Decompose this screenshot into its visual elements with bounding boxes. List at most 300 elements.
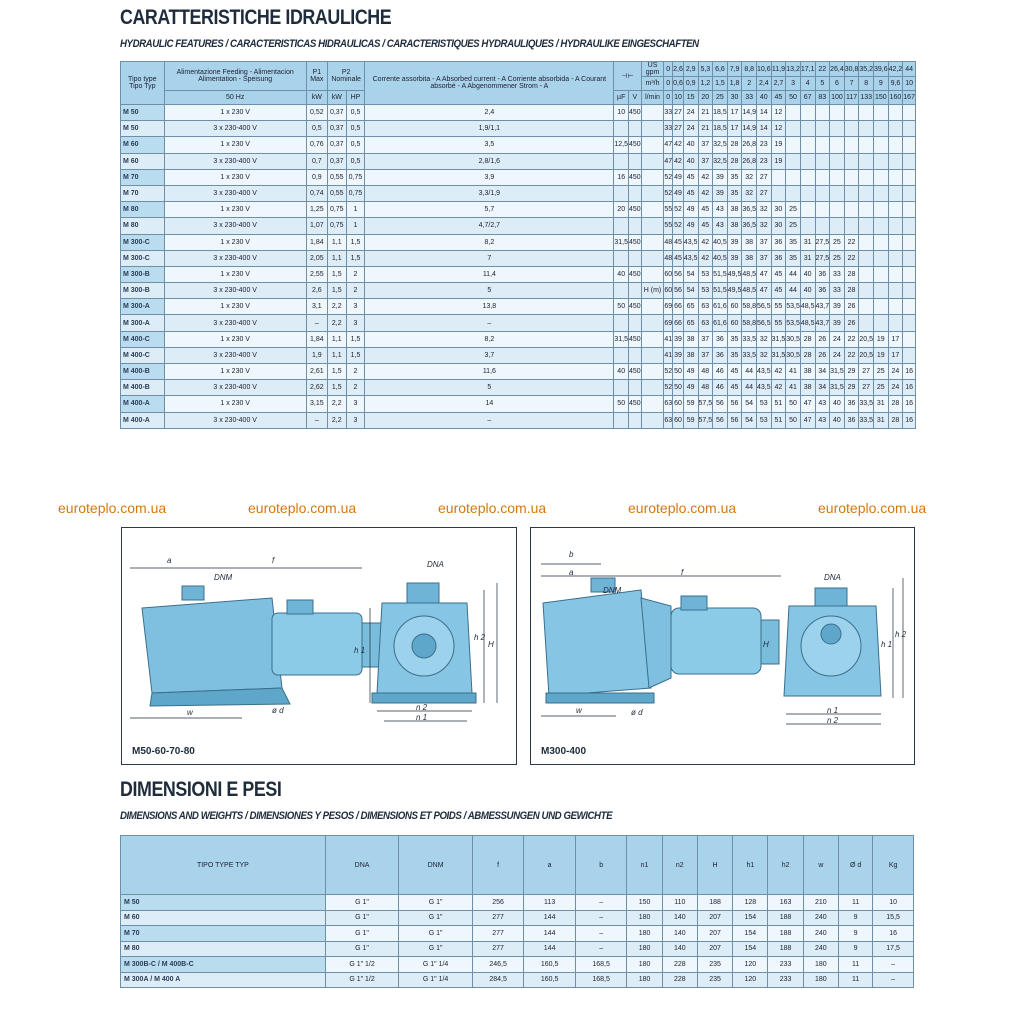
current-cell: 8,2	[365, 234, 614, 250]
head-value-cell: 12	[771, 105, 786, 121]
dim-value-cell: G 1"	[325, 926, 399, 942]
feeding-cell: 1 x 230 V	[164, 234, 306, 250]
head-value-cell	[874, 105, 889, 121]
p2-hp-cell: 1	[346, 218, 365, 234]
feeding-cell: 3 x 230-400 V	[164, 250, 306, 266]
current-cell: 14	[365, 396, 614, 412]
header-flow-gpm: 30,8	[844, 62, 859, 77]
capacitor-v-cell	[629, 121, 642, 137]
p2-hp-cell: 0,5	[346, 121, 365, 137]
p1-cell: 0,9	[306, 169, 327, 185]
p1-cell: 0,5	[306, 121, 327, 137]
head-value-cell: 39	[727, 250, 742, 266]
watermark-text: euroteplo.com.ua	[248, 500, 357, 516]
dim-value-cell: 207	[697, 926, 732, 942]
head-value-cell: 25	[830, 250, 845, 266]
capacitor-v-cell: 450	[629, 234, 642, 250]
section-subtitle-hydraulic: HYDRAULIC FEATURES / CARACTERISTICAS HIDRAULICAS / CARACTERISTIQUES HYDRAULIQUES / HYDRAULIKE EINGESCHAFTEN	[120, 38, 699, 50]
head-value-cell	[888, 266, 903, 282]
capacitor-uf-cell: 31,5	[614, 234, 629, 250]
head-value-cell	[874, 283, 889, 299]
model-type: M 70	[121, 169, 165, 185]
head-value-cell: 23	[757, 137, 772, 153]
head-value-cell: 35	[727, 185, 742, 201]
p1-cell: 1,84	[306, 331, 327, 347]
head-value-cell: 45	[771, 283, 786, 299]
head-value-cell: 28	[888, 396, 903, 412]
table-row	[121, 972, 914, 988]
capacitor-uf-cell: 16	[614, 169, 629, 185]
head-value-cell: 46	[713, 364, 728, 380]
head-value-cell: 43	[713, 218, 728, 234]
pump-drawing-small	[122, 528, 516, 764]
capacitor-v-cell	[629, 283, 642, 299]
head-value-cell: 39	[727, 234, 742, 250]
table-row	[121, 941, 914, 957]
head-label-cell	[641, 169, 664, 185]
head-value-cell: 36	[713, 331, 728, 347]
head-value-cell	[844, 218, 859, 234]
head-value-cell	[800, 105, 815, 121]
header-flow-lmin: 50	[786, 91, 801, 105]
head-value-cell: 44	[742, 364, 757, 380]
current-cell: 3,7	[365, 347, 614, 363]
head-value-cell: 27	[757, 185, 772, 201]
header-p2: P2 Nominale	[327, 62, 364, 91]
head-value-cell: 43	[815, 412, 830, 428]
head-value-cell: 43,5	[757, 364, 772, 380]
dim-value-cell: 228	[662, 972, 697, 988]
dim-value-cell: G 1"	[399, 941, 473, 957]
head-value-cell: 24	[888, 380, 903, 396]
p2-kw-cell: 1,1	[327, 347, 346, 363]
head-value-cell: 17	[888, 347, 903, 363]
header-flow-lmin: 83	[815, 91, 830, 105]
dim-value-cell: 160,5	[524, 972, 576, 988]
head-value-cell: 50	[673, 380, 684, 396]
p2-hp-cell: 3	[346, 315, 365, 331]
head-value-cell: 27	[757, 169, 772, 185]
capacitor-v-cell: 450	[629, 364, 642, 380]
head-value-cell	[830, 202, 845, 218]
dim-value-cell: G 1"	[325, 910, 399, 926]
head-value-cell: 33	[830, 283, 845, 299]
dim-value-cell: 10	[873, 895, 914, 911]
head-value-cell: 59	[683, 396, 698, 412]
head-value-cell: 30	[771, 218, 786, 234]
head-value-cell: 54	[742, 396, 757, 412]
head-value-cell: 42	[673, 153, 684, 169]
head-value-cell: 27,5	[815, 250, 830, 266]
model-type: M 300-C	[121, 250, 165, 266]
header-dim: DNM	[399, 836, 473, 895]
dim-a: a	[569, 568, 574, 577]
feeding-cell: 1 x 230 V	[164, 299, 306, 315]
head-value-cell: 20,5	[859, 331, 874, 347]
head-value-cell	[903, 283, 916, 299]
head-value-cell: 33,5	[742, 331, 757, 347]
head-value-cell	[888, 218, 903, 234]
head-value-cell: 34	[815, 380, 830, 396]
capacitor-uf-cell	[614, 185, 629, 201]
capacitor-uf-cell	[614, 380, 629, 396]
head-value-cell: 42	[698, 185, 713, 201]
feeding-cell: 1 x 230 V	[164, 137, 306, 153]
head-value-cell: 35	[727, 347, 742, 363]
feeding-cell: 1 x 230 V	[164, 364, 306, 380]
capacitor-uf-cell: 20	[614, 202, 629, 218]
dim-value-cell: 207	[697, 910, 732, 926]
table-row	[121, 396, 916, 412]
head-value-cell: 16	[903, 412, 916, 428]
head-value-cell: 54	[683, 283, 698, 299]
p1-cell: 2,62	[306, 380, 327, 396]
head-value-cell: 25	[830, 234, 845, 250]
head-value-cell	[786, 121, 801, 137]
head-value-cell: 55	[664, 218, 673, 234]
header-flow-lmin: 150	[874, 91, 889, 105]
head-value-cell: 69	[664, 299, 673, 315]
p1-cell: 3,15	[306, 396, 327, 412]
dim-value-cell: 233	[768, 957, 803, 973]
table-row	[121, 218, 916, 234]
dim-value-cell: 144	[524, 926, 576, 942]
head-value-cell: 16	[903, 380, 916, 396]
current-cell: 11,6	[365, 364, 614, 380]
head-value-cell: 30	[771, 202, 786, 218]
head-value-cell: 40,5	[713, 234, 728, 250]
head-value-cell	[874, 202, 889, 218]
header-flow-gpm: 5,3	[698, 62, 713, 77]
dim-n2: n 2	[416, 703, 428, 712]
head-value-cell	[815, 121, 830, 137]
head-label-cell	[641, 364, 664, 380]
dim-value-cell: 11	[839, 957, 873, 973]
head-value-cell: 63	[664, 396, 673, 412]
head-value-cell: 14,9	[742, 105, 757, 121]
header-flow-gpm: 26,4	[830, 62, 845, 77]
head-value-cell: 45	[727, 380, 742, 396]
head-value-cell: 19	[874, 331, 889, 347]
head-value-cell: 27,5	[815, 234, 830, 250]
head-value-cell: 26	[844, 299, 859, 315]
capacitor-v-cell: 450	[629, 169, 642, 185]
current-cell: 3,9	[365, 169, 614, 185]
dim-n1: n 1	[416, 713, 428, 722]
table-row	[121, 266, 916, 282]
head-value-cell: 40	[830, 396, 845, 412]
p1-cell: 2,6	[306, 283, 327, 299]
head-value-cell: 40	[683, 137, 698, 153]
capacitor-v-cell: 450	[629, 396, 642, 412]
head-value-cell: 33	[830, 266, 845, 282]
dim-value-cell: 110	[662, 895, 697, 911]
head-value-cell: 37	[698, 331, 713, 347]
feeding-cell: 3 x 230-400 V	[164, 218, 306, 234]
header-dim: DNA	[325, 836, 399, 895]
p2-kw-cell: 0,55	[327, 169, 346, 185]
head-value-cell: 60	[727, 315, 742, 331]
header-capacitor: ⊣⊢	[614, 62, 641, 91]
head-value-cell: 32	[742, 169, 757, 185]
p2-kw-cell: 2,2	[327, 396, 346, 412]
head-value-cell	[771, 169, 786, 185]
head-value-cell: 26	[815, 347, 830, 363]
header-flow-lmin: 167	[903, 91, 916, 105]
p2-hp-cell: 0,75	[346, 169, 365, 185]
head-value-cell: 37	[698, 153, 713, 169]
model-type: M 300-B	[121, 283, 165, 299]
table-row	[121, 153, 916, 169]
feeding-cell: 3 x 230-400 V	[164, 315, 306, 331]
header-flow-gpm: 2,9	[683, 62, 698, 77]
capacitor-v-cell	[629, 218, 642, 234]
table-row	[121, 137, 916, 153]
dim-value-cell: 113	[524, 895, 576, 911]
head-value-cell: 49	[683, 218, 698, 234]
head-value-cell: 29	[844, 364, 859, 380]
head-value-cell	[859, 299, 874, 315]
head-value-cell: 24	[683, 121, 698, 137]
table-row	[121, 234, 916, 250]
p2-hp-cell: 3	[346, 396, 365, 412]
head-value-cell: 51	[771, 396, 786, 412]
head-value-cell	[800, 202, 815, 218]
dim-dnm: DNM	[603, 586, 622, 595]
model-type: M 60	[121, 910, 326, 926]
header-flow-m3h: 1,8	[727, 77, 742, 91]
head-value-cell	[859, 169, 874, 185]
head-value-cell: 48	[664, 250, 673, 266]
current-cell: 5	[365, 380, 614, 396]
dim-value-cell: 163	[768, 895, 803, 911]
dim-value-cell: –	[575, 895, 627, 911]
dim-value-cell: 207	[697, 941, 732, 957]
header-flow-m3h: 2,4	[757, 77, 772, 91]
head-value-cell: 24	[830, 331, 845, 347]
head-value-cell: 51	[771, 412, 786, 428]
dim-value-cell: G 1"	[399, 895, 473, 911]
dim-n1: n 1	[827, 706, 839, 715]
head-value-cell: 39	[830, 315, 845, 331]
head-value-cell: 37	[757, 234, 772, 250]
dim-dna: DNA	[824, 573, 841, 582]
head-value-cell: 32	[757, 202, 772, 218]
current-cell: 2,4	[365, 105, 614, 121]
feeding-cell: 1 x 230 V	[164, 396, 306, 412]
head-value-cell	[815, 153, 830, 169]
head-value-cell: 41	[786, 380, 801, 396]
feeding-cell: 1 x 230 V	[164, 266, 306, 282]
head-value-cell: 31,5	[830, 364, 845, 380]
head-value-cell: 40	[683, 153, 698, 169]
head-value-cell: 56	[727, 396, 742, 412]
header-flow-gpm: 10,6	[757, 62, 772, 77]
dim-d: ø d	[631, 708, 643, 717]
head-value-cell: 22	[844, 331, 859, 347]
dim-value-cell: 11	[839, 972, 873, 988]
head-value-cell	[800, 169, 815, 185]
head-value-cell: 60	[727, 299, 742, 315]
head-value-cell	[888, 315, 903, 331]
head-value-cell	[903, 185, 916, 201]
head-value-cell: 51,5	[713, 266, 728, 282]
head-value-cell: 48	[698, 380, 713, 396]
dim-d: ø d	[272, 706, 284, 715]
head-value-cell: 43,5	[757, 380, 772, 396]
p2-hp-cell: 3	[346, 299, 365, 315]
head-value-cell	[888, 283, 903, 299]
dim-value-cell: 128	[733, 895, 768, 911]
header-volt: V	[629, 91, 642, 105]
head-value-cell: 39	[713, 185, 728, 201]
header-flow-m3h: 2,7	[771, 77, 786, 91]
head-value-cell: 53	[698, 266, 713, 282]
head-value-cell	[859, 250, 874, 266]
head-value-cell: 24	[683, 105, 698, 121]
head-value-cell: 45	[727, 364, 742, 380]
head-value-cell: 36	[771, 234, 786, 250]
head-value-cell: 27	[859, 364, 874, 380]
head-value-cell: 22	[844, 347, 859, 363]
dim-dna: DNA	[427, 560, 444, 569]
dim-value-cell: 140	[662, 910, 697, 926]
watermark-text: euroteplo.com.ua	[628, 500, 737, 516]
head-value-cell: 49	[683, 202, 698, 218]
header-flow-gpm: 35,2	[859, 62, 874, 77]
header-flow-m3h: 0,9	[683, 77, 698, 91]
head-value-cell: 53,5	[786, 299, 801, 315]
head-value-cell	[903, 331, 916, 347]
head-value-cell: 16	[903, 396, 916, 412]
head-value-cell	[888, 250, 903, 266]
model-type: M 70	[121, 926, 326, 942]
dim-value-cell: 240	[803, 910, 838, 926]
header-flow-lmin: 160	[888, 91, 903, 105]
head-value-cell: 38	[742, 234, 757, 250]
head-value-cell: 45	[698, 218, 713, 234]
head-value-cell	[859, 218, 874, 234]
head-value-cell	[888, 169, 903, 185]
capacitor-uf-cell	[614, 412, 629, 428]
head-value-cell: 59	[683, 412, 698, 428]
head-value-cell: 36,5	[742, 218, 757, 234]
dimension-drawing-m50-80	[121, 527, 517, 765]
head-value-cell: 34	[815, 364, 830, 380]
head-value-cell	[859, 202, 874, 218]
head-value-cell: 29	[844, 380, 859, 396]
dim-value-cell: 233	[768, 972, 803, 988]
header-flow-m3h: 10	[903, 77, 916, 91]
head-label-cell	[641, 121, 664, 137]
head-value-cell	[888, 105, 903, 121]
head-value-cell: 66	[673, 299, 684, 315]
head-value-cell: 30,5	[786, 347, 801, 363]
dim-value-cell: 9	[839, 941, 873, 957]
head-value-cell: 56	[713, 412, 728, 428]
dim-H: H	[763, 640, 769, 649]
head-value-cell: 35	[786, 234, 801, 250]
table-row	[121, 380, 916, 396]
head-value-cell: 48,5	[800, 299, 815, 315]
dim-value-cell: 235	[697, 957, 732, 973]
header-flow-gpm: 6,6	[713, 62, 728, 77]
model-type: M 50	[121, 121, 165, 137]
head-value-cell: 48	[698, 364, 713, 380]
p2-hp-cell: 1,5	[346, 250, 365, 266]
head-value-cell	[844, 169, 859, 185]
head-value-cell: 56,5	[757, 299, 772, 315]
head-value-cell: 21	[698, 105, 713, 121]
feeding-cell: 1 x 230 V	[164, 169, 306, 185]
head-value-cell: 60	[673, 396, 684, 412]
head-value-cell	[830, 169, 845, 185]
head-value-cell: 12	[771, 121, 786, 137]
head-value-cell	[815, 202, 830, 218]
head-value-cell: 32,5	[713, 153, 728, 169]
header-p1: P1 Max	[306, 62, 327, 91]
head-value-cell: 25	[874, 380, 889, 396]
model-type: M 60	[121, 153, 165, 169]
dim-value-cell: 256	[472, 895, 524, 911]
head-value-cell: 25	[786, 202, 801, 218]
capacitor-uf-cell: 50	[614, 299, 629, 315]
dim-value-cell: 120	[733, 957, 768, 973]
p2-hp-cell: 2	[346, 266, 365, 282]
header-dim: n2	[662, 836, 697, 895]
head-value-cell: 55	[664, 202, 673, 218]
head-value-cell: 58,8	[742, 299, 757, 315]
head-value-cell	[874, 169, 889, 185]
head-value-cell: 30,5	[786, 331, 801, 347]
head-value-cell: 54	[683, 266, 698, 282]
head-value-cell: 41	[664, 331, 673, 347]
dim-value-cell: G 1"	[399, 910, 473, 926]
head-value-cell	[903, 347, 916, 363]
head-value-cell: 17	[727, 105, 742, 121]
head-value-cell: 47	[800, 412, 815, 428]
head-value-cell: 31,5	[771, 347, 786, 363]
model-type: M 400-B	[121, 364, 165, 380]
dim-f: f	[681, 568, 684, 577]
p2-kw-cell: 0,75	[327, 218, 346, 234]
head-label-cell	[641, 250, 664, 266]
head-value-cell: 54	[742, 412, 757, 428]
p2-hp-cell: 2	[346, 380, 365, 396]
header-dim: h2	[768, 836, 803, 895]
header-dim: H	[697, 836, 732, 895]
head-value-cell: 32	[757, 347, 772, 363]
dim-h1: h 1	[354, 646, 366, 655]
p1-cell: 0,7	[306, 153, 327, 169]
p1-cell: 1,9	[306, 347, 327, 363]
dim-value-cell: G 1" 1/2	[325, 957, 399, 973]
current-cell: 3,3/1,9	[365, 185, 614, 201]
head-value-cell: 45	[698, 202, 713, 218]
table-row	[121, 412, 916, 428]
p2-kw-cell: 1,5	[327, 380, 346, 396]
feeding-cell: 3 x 230-400 V	[164, 153, 306, 169]
head-value-cell	[888, 153, 903, 169]
head-value-cell: 31	[800, 250, 815, 266]
head-value-cell: 50	[786, 412, 801, 428]
head-value-cell: 49	[673, 169, 684, 185]
dimensions-weights-table	[120, 835, 914, 988]
head-value-cell	[859, 315, 874, 331]
dim-value-cell: –	[575, 941, 627, 957]
p2-kw-cell: 1,1	[327, 250, 346, 266]
dim-value-cell: 15,5	[873, 910, 914, 926]
